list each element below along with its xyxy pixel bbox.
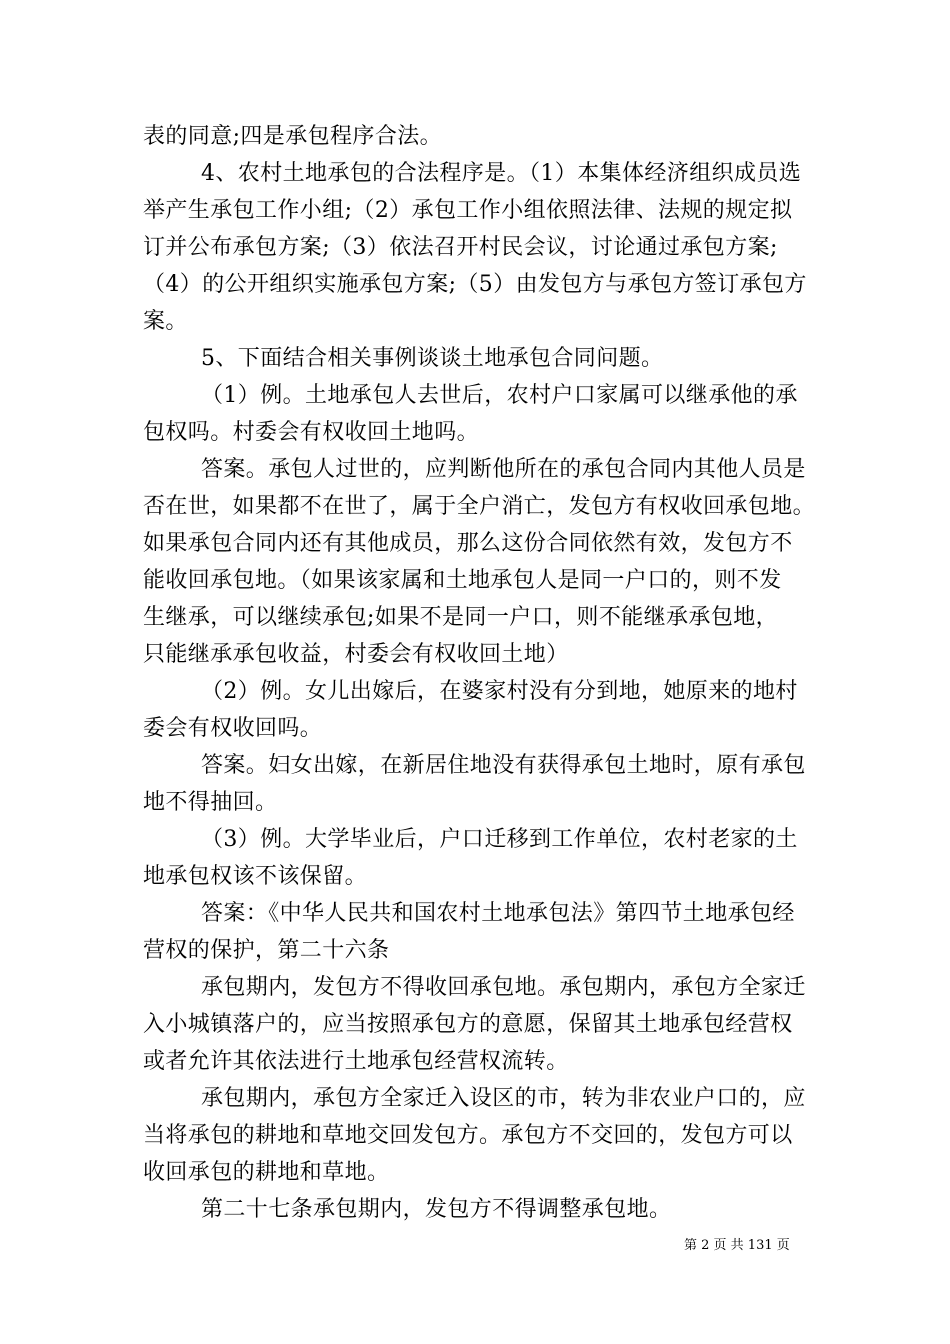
text-line: 案。 <box>143 309 188 334</box>
text-line: 地不得抽回。 <box>143 790 278 815</box>
text-line: 如果承包合同内还有其他成员，那么这份合同依然有效，发包方不 <box>143 531 793 556</box>
text-line: （1）例。土地承包人去世后，农村户口家属可以继承他的承 <box>201 383 798 408</box>
text-line: 或者允许其依法进行土地承包经营权流转。 <box>143 1049 569 1074</box>
text-line: 表的同意;四是承包程序合法。 <box>143 124 443 149</box>
text-line: 地承包权该不该保留。 <box>143 864 368 889</box>
text-line: 承包期内，承包方全家迁入设区的市，转为非农业户口的，应 <box>201 1086 806 1111</box>
text-line: 营权的保护，第二十六条 <box>143 938 390 963</box>
text-line: 能收回承包地。（如果该家属和土地承包人是同一户口的，则不发 <box>143 568 782 593</box>
text-line: 收回承包的耕地和草地。 <box>143 1160 390 1185</box>
text-line: 入小城镇落户的，应当按照承包方的意愿，保留其土地承包经营权 <box>143 1012 793 1037</box>
text-line: （4）的公开组织实施承包方案;（5）由发包方与承包方签订承包方 <box>143 272 807 297</box>
text-line: 第二十七条承包期内，发包方不得调整承包地。 <box>201 1197 672 1222</box>
text-line: 订并公布承包方案;（3）依法召开村民会议，讨论通过承包方案; <box>143 235 778 260</box>
page-number: 第 2 页 共 131 页 <box>684 1238 790 1253</box>
text-line: 答案。妇女出嫁，在新居住地没有获得承包土地时，原有承包 <box>201 753 806 778</box>
text-line: 答案。承包人过世的，应判断他所在的承包合同内其他人员是 <box>201 457 806 482</box>
text-line: 4、农村土地承包的合法程序是。（1）本集体经济组织成员选 <box>201 161 802 186</box>
text-line: 包权吗。村委会有权收回土地吗。 <box>143 420 480 445</box>
text-line: 举产生承包工作小组;（2）承包工作小组依照法律、法规的规定拟 <box>143 198 793 223</box>
text-line: （3）例。大学毕业后，户口迁移到工作单位，农村老家的土 <box>201 827 798 852</box>
text-line: 生继承，可以继续承包;如果不是同一户口，则不能继承承包地， <box>143 605 779 630</box>
text-line: 答案：《中华人民共和国农村土地承包法》第四节土地承包经 <box>201 901 795 926</box>
text-line: 当将承包的耕地和草地交回发包方。承包方不交回的，发包方可以 <box>143 1123 793 1148</box>
text-line: （2）例。女儿出嫁后，在婆家村没有分到地，她原来的地村 <box>201 679 798 704</box>
text-line: 5、下面结合相关事例谈谈土地承包合同问题。 <box>201 346 664 371</box>
text-line: 承包期内，发包方不得收回承包地。承包期内，承包方全家迁 <box>201 975 806 1000</box>
text-line: 否在世，如果都不在世了，属于全户消亡，发包方有权收回承包地。 <box>143 494 816 519</box>
text-line: 委会有权收回吗。 <box>143 716 323 741</box>
text-line: 只能继承承包收益，村委会有权收回土地） <box>143 642 569 667</box>
